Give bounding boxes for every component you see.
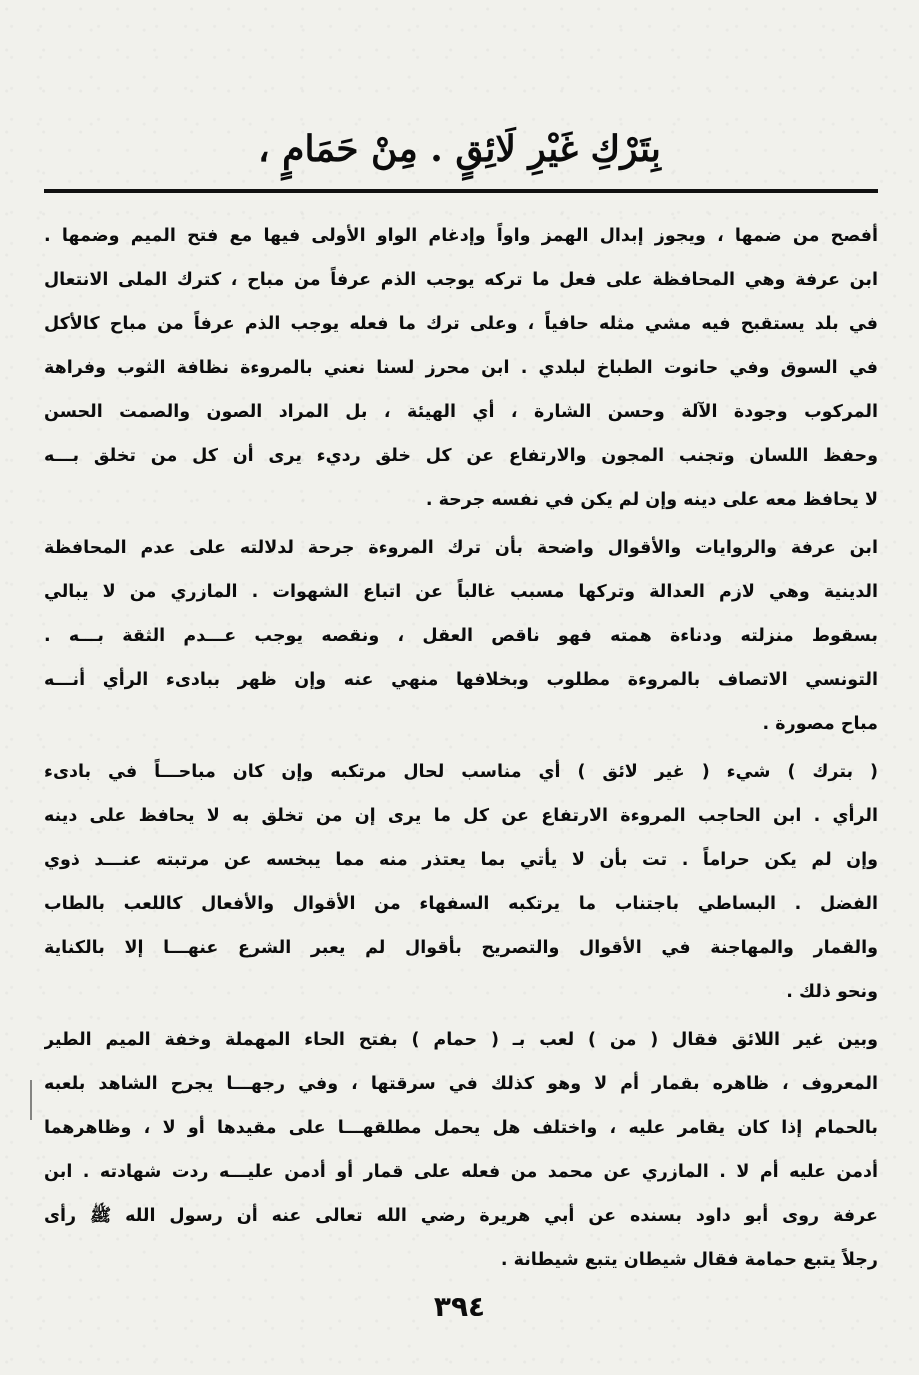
text-line: ونحو ذلك . xyxy=(786,982,878,1002)
text-line: والقمار والمهاجنة في الأقوال والتصريح بأقوال لم يعبر الشرع عنهـــا إلا بالكناية xyxy=(44,938,878,958)
paragraph-4 xyxy=(44,1018,878,1282)
text-line: مباح مصورة . xyxy=(762,714,878,734)
text-line: التونسي الاتصاف بالمروءة مطلوب وبخلافها منهي عنه وإن ظهر ببادىء الرأي أنـــه xyxy=(44,670,878,690)
text-line: المركوب وجودة الآلة وحسن الشارة ، أي الهيئة ، بل المراد الصون والصمت الحسن xyxy=(44,402,878,422)
text-line: المعروف ، ظاهره بقمار أم لا وهو كذلك في سرقتها ، وفي رجهـــا يجرح الشاهد بلعبه xyxy=(44,1074,878,1094)
text-line: عرفة روى أبو داود بسنده عن أبي هريرة رضي الله تعالى عنه أن رسول الله ﷺ رأى xyxy=(44,1206,878,1226)
text-line: لا يحافظ معه على دينه وإن لم يكن في نفسه جرحة . xyxy=(425,490,878,510)
text-line: وبين غير اللائق فقال ( من ) لعب بـ ( حمام ) بفتح الحاء المهملة وخفة الميم الطير xyxy=(44,1030,878,1050)
paragraph-3 xyxy=(44,750,878,1014)
text-line: ابن عرفة والروايات والأقوال واضحة بأن ترك المروءة جرحة لدلالته على عدم المحافظة xyxy=(44,538,878,558)
text-line: وحفظ اللسان وتجنب المجون والارتفاع عن كل خلق رديء يرى أن كل من تخلق بـــه xyxy=(44,446,878,466)
text-line: بسقوط منزلته ودناءة همته فهو ناقص العقل ، ونقصه يوجب عـــدم الثقة بـــه . xyxy=(44,626,878,646)
text-line: رجلاً يتبع حمامة فقال شيطان يتبع شيطانة . xyxy=(500,1250,878,1270)
text-line: في بلد يستقبح فيه مشي مثله حافياً ، وعلى ترك ما فعله يوجب الذم عرفاً من مباح كالأكل xyxy=(44,314,878,334)
header-divider xyxy=(44,189,878,193)
text-line: ( بترك ) شيء ( غير لائق ) أي مناسب لحال مرتكبه وإن كان مباحـــاً في بادىء xyxy=(44,762,878,782)
text-line: ابن عرفة وهي المحافظة على فعل ما تركه يوجب الذم عرفاً من مباح ، كترك الملى الانتعال xyxy=(44,270,878,290)
page-number: ٣٩٤ xyxy=(433,1290,486,1323)
scan-edge-mark xyxy=(30,1080,32,1120)
text-line: الرأي . ابن الحاجب المروءة الارتفاع عن كل ما يرى إن من تخلق به لا يحافظ على دينه xyxy=(44,806,878,826)
page-header-title: بِتَرْكِ غَيْرِ لَائِقٍ . مِنْ حَمَامٍ ، xyxy=(258,128,661,170)
text-line: الفضل . البساطي باجتناب ما يرتكبه السفهاء من الأقوال والأفعال كاللعب بالطاب xyxy=(44,894,878,914)
paragraph-1 xyxy=(44,214,878,522)
text-line: بالحمام إذا كان يقامر عليه ، واختلف هل يحمل مطلقهـــا على مقيدها أو لا ، وظاهرهما xyxy=(44,1118,878,1138)
text-line: أدمن عليه أم لا . المازري عن محمد من فعله على قمار أو أدمن عليـــه ردت شهادته . ابن xyxy=(44,1162,878,1182)
text-line: أفصح من ضمها ، ويجوز إبدال الهمز واواً وإدغام الواو الأولى فيها مع فتح الميم وضمها . xyxy=(44,226,878,246)
text-line: الدينية وهي لازم العدالة وتركها مسبب غالباً عن اتباع الشهوات . المازري من لا يبالي xyxy=(44,582,878,602)
paragraph-2 xyxy=(44,526,878,746)
text-line: في السوق وفي حانوت الطباخ لبلدي . ابن محرز لسنا نعني بالمروءة نظافة الثوب وفراهة xyxy=(44,358,878,378)
text-line: وإن لم يكن حراماً . تت بأن لا يأتي بما يعتذر منه مما يبخسه عن مرتبته عنـــد ذوي xyxy=(44,850,878,870)
